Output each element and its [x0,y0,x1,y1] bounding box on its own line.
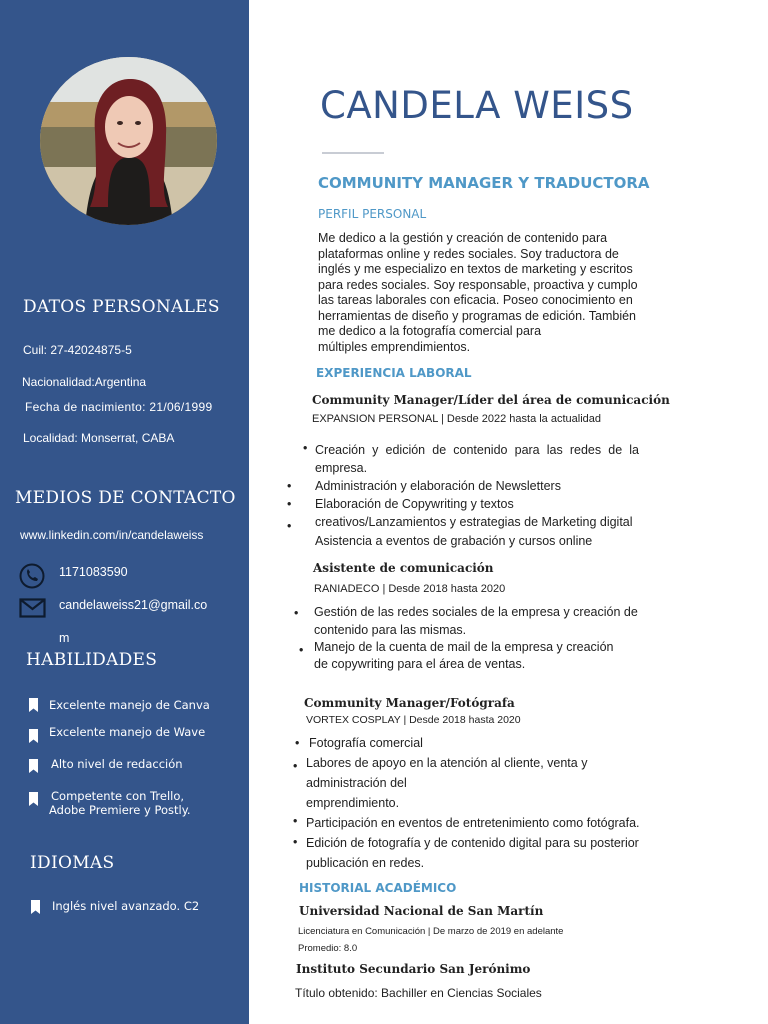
job-bullet: • Labores de apoyo en la atención al cliente, venta y [293,756,588,773]
profile-line: herramientas de diseño y programas de edición. También [318,308,637,323]
bullet-text: Asistencia a eventos de grabación y cursos online [315,534,593,548]
job-bullet-continuation [306,854,424,872]
job-bullet: • Fotografía comercial [295,736,423,750]
profile-line: múltiples emprendimientos. [318,339,471,354]
skill-item: Excelente manejo de Wave [49,725,206,739]
profile-line: me dedico a la fotografía comercial para [318,324,542,338]
name-divider [322,152,384,154]
bullet-text: publicación en redes. [306,856,425,870]
bullet-text: administración del [306,776,407,790]
education-institution: Instituto Secundario San Jerónimo [296,962,531,976]
skill-item: Excelente manejo de Canva [49,698,210,712]
bullet-text: Elaboración de Copywriting y textos [315,497,514,511]
profile-line: para redes sociales. Soy responsable, proactiva y cumplo [318,277,638,292]
locality: Localidad: Monserrat, CABA [23,431,175,445]
job-bullet: • Participación en eventos de entretenimiento como fotógrafa. [293,814,640,830]
job-meta: RANIADECO | Desde 2018 hasta 2020 [314,583,506,595]
education-heading: HISTORIAL ACADÉMICO [299,881,457,895]
linkedin-link[interactable]: www.linkedin.com/in/candelaweiss [20,528,204,542]
job-meta: VORTEX COSPLAY | Desde 2018 hasta 2020 [306,714,521,726]
cuil: Cuil: 27-42024875-5 [23,343,132,357]
profile-heading: PERFIL PERSONAL [318,207,427,221]
profile-line: Me dedico a la gestión y creación de contenido para [318,231,608,245]
job-bullet: • creativos/Lanzamientos y estrategias de Marketing digital [287,515,633,533]
job-bullet-continuation [315,532,592,550]
job-title-headline: COMMUNITY MANAGER Y TRADUCTORA [318,174,650,192]
profile-line: las tareas laborales con eficacia. Poseo conocimiento en [318,293,633,307]
language-item: Inglés nivel avanzado. C2 [52,899,200,913]
phone-number[interactable]: 1171083590 [59,565,128,579]
skills-heading: HABILIDADES [26,650,158,670]
contact-heading: MEDIOS DE CONTACTO [15,488,236,508]
job-bullet: • Elaboración de Copywriting y textos [287,497,514,511]
profile-photo [40,57,217,225]
education-institution: Universidad Nacional de San Martín [299,904,544,918]
bullet-text: de copywriting para el área de ventas. [314,657,526,671]
bullet-text: Labores de apoyo en la atención al cliente, venta y [306,756,588,770]
experience-heading: EXPERIENCIA LABORAL [316,366,472,380]
job-bullet-continuation [314,621,466,639]
bookmark-icon [29,792,38,806]
bullet-text: Fotografía comercial [309,736,423,750]
mail-icon [19,598,46,618]
bullet-text: Participación en eventos de entretenimiento como fotógrafa. [306,816,640,830]
profile-line: plataformas online y redes sociales. Soy traductora de [318,246,619,261]
job-bullet: • Administración y elaboración de Newsletters [287,479,561,493]
job-title: Community Manager/Líder del área de comunicación [312,393,670,407]
job-title: Community Manager/Fotógrafa [304,696,515,710]
bookmark-icon [29,759,38,773]
email-address[interactable]: candelaweiss21@gmail.co [59,598,208,612]
nationality: Nacionalidad:Argentina [22,375,147,389]
bullet-text: emprendimiento. [306,796,400,810]
bullet-text: creativos/Lanzamientos y estrategias de Marketing digital [315,515,633,529]
job-bullet: • Creación y edición de contenido para las redes de la empresa. [303,441,639,475]
sidebar [0,0,249,1024]
personal-data-heading: DATOS PERSONALES [23,297,220,317]
job-bullet: • Edición de fotografía y de contenido digital para su posterior [293,835,639,850]
skill-item: Competente con Trello, [51,789,185,803]
bullet-text: Edición de fotografía y de contenido digital para su posterior [306,836,639,850]
phone-icon [18,563,46,589]
bookmark-icon [31,900,40,914]
bullet-text: Manejo de la cuenta de mail de la empresa y creación [314,640,614,654]
bullet-text: Administración y elaboración de Newsletters [315,479,561,493]
education-meta: Licenciatura en Comunicación | De marzo de 2019 en adelante [298,926,564,937]
candidate-name: CANDELA WEISS [320,84,634,127]
languages-heading: IDIOMAS [30,853,115,873]
job-bullet-continuation [314,655,525,673]
birth-date: Fecha de nacimiento: 21/06/1999 [25,400,213,414]
bookmark-icon [29,729,38,743]
skill-item: Alto nivel de redacción [51,757,183,771]
job-meta: EXPANSION PERSONAL | Desde 2022 hasta la actualidad [312,413,602,425]
education-gpa: Promedio: 8.0 [298,943,358,954]
bullet-text: Creación y edición de contenido para las redes de la empresa. [315,443,639,475]
bullet-text: contenido para las mismas. [314,623,467,637]
profile-text [318,231,638,355]
job-title: Asistente de comunicación [313,561,494,575]
job-bullet: • Manejo de la cuenta de mail de la empresa y creación [299,640,614,657]
bookmark-icon [29,698,38,712]
bullet-text: Gestión de las redes sociales de la empresa y creación de [314,605,638,619]
profile-line: inglés y me especializo en textos de marketing y escritos [318,262,633,276]
job-bullet-continuation [306,794,399,812]
education-degree: Título obtenido: Bachiller en Ciencias Sociales [295,986,542,1000]
email-address-continuation[interactable]: m [59,631,70,645]
job-bullet: • Gestión de las redes sociales de la empresa y creación de [294,605,638,620]
job-bullet-continuation [306,774,407,792]
skill-item-continuation: Adobe Premiere y Postly. [49,803,191,817]
